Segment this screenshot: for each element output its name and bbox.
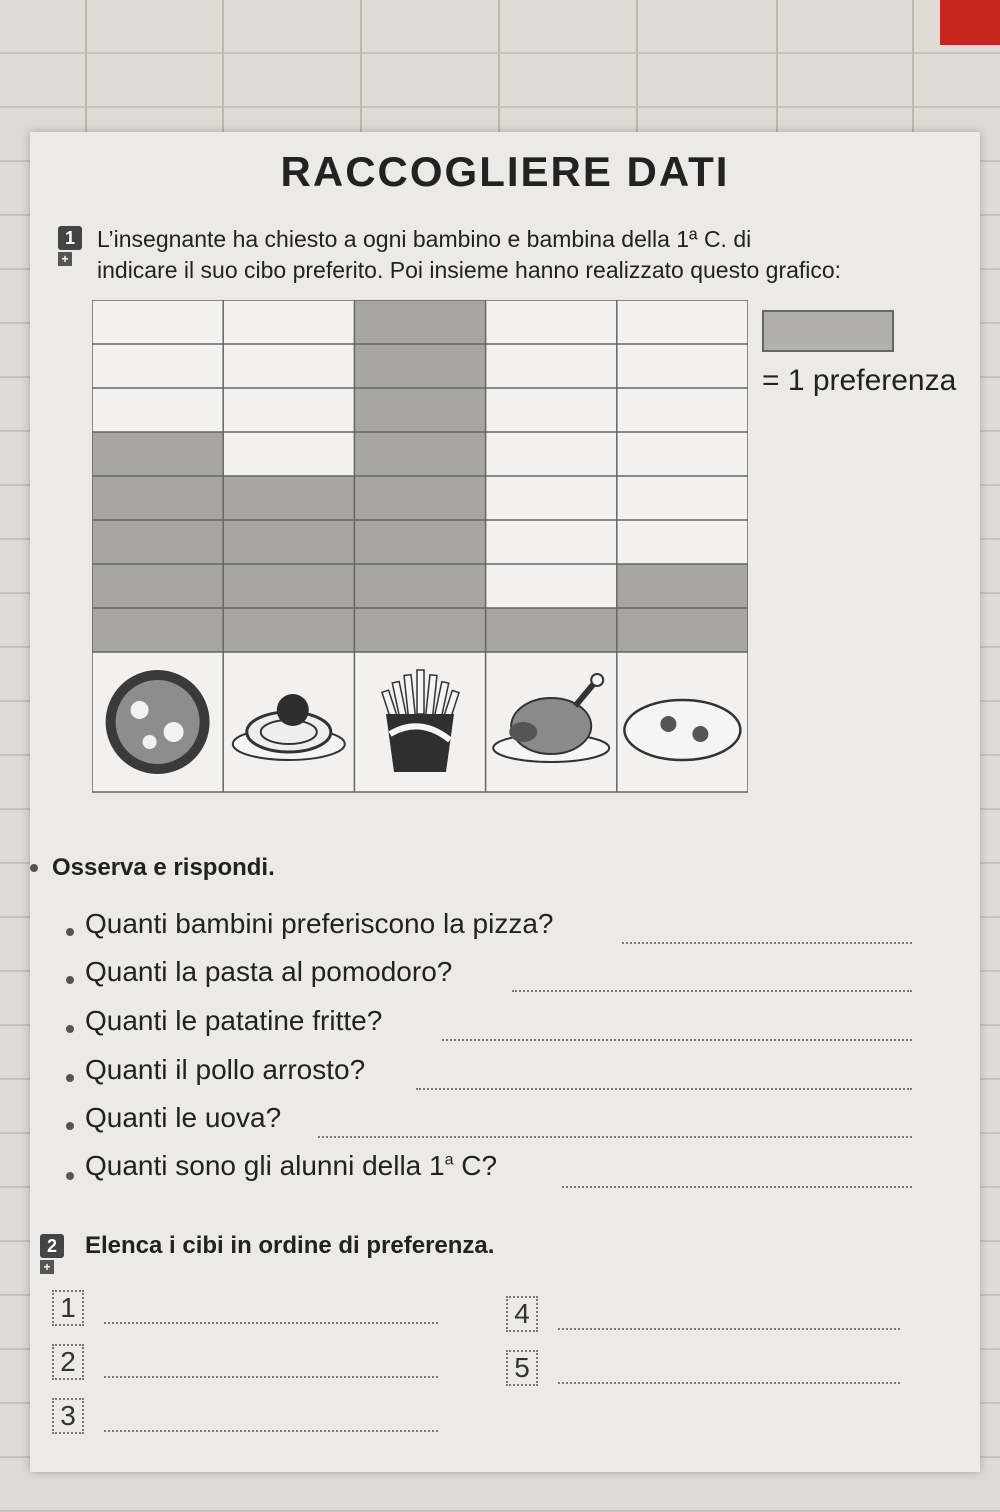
bar-cell-patatine-fritte [354,388,485,432]
question-fries: Quanti le patatine fritte? [85,1005,383,1036]
notebook-line [360,0,362,150]
notebook-line [498,0,500,150]
bar-cell-pollo-arrosto [486,608,617,652]
pizza-topping [164,722,184,742]
bullet [66,1122,74,1130]
rank-box-3: 3 [52,1398,84,1434]
exercise-1-badge: 1 + [58,226,82,250]
bar-cell-pasta-al-pomodoro [223,608,354,652]
fries-stick [417,670,424,714]
bar-cell-patatine-fritte [354,564,485,608]
exercise-2-text: Elenca i cibi in ordine di preferenza. [85,1232,495,1259]
question-eggs: Quanti le uova? [85,1102,282,1133]
question-total-sup: a [444,1151,454,1169]
question-chicken: Quanti il pollo arrosto? [85,1054,366,1085]
pizza-topping [143,735,157,749]
bar-chart [92,300,748,802]
fries-icon [386,714,454,772]
answer-line-pasta[interactable] [512,990,912,992]
notebook-line [912,0,914,150]
spaghetti-sauce [277,694,309,726]
legend-square [762,310,894,352]
page-title: RACCOGLIERE DATI [280,148,730,195]
answer-line-eggs[interactable] [318,1136,912,1138]
answer-line-chicken[interactable] [416,1088,912,1090]
chicken-bone-end [591,674,603,686]
bar-cell-patatine-fritte [354,300,485,344]
bullet [66,928,74,936]
bar-cell-pasta-al-pomodoro [223,564,354,608]
bullet [66,1172,74,1180]
question-total-post: C? [453,1150,498,1181]
bar-cell-pizza [92,564,223,608]
rank-box-2: 2 [52,1344,84,1380]
bar-cell-patatine-fritte [354,344,485,388]
rank-line-1[interactable] [104,1322,438,1324]
question-pizza: Quanti bambini preferiscono la pizza? [85,908,554,939]
bar-cell-pasta-al-pomodoro [223,520,354,564]
observe-text: Osserva e rispondi. [52,854,275,881]
pizza-cheese [116,680,200,764]
chicken-leg [509,722,537,742]
exercise-2-badge: 2 + [40,1234,64,1258]
question-pasta: Quanti la pasta al pomodoro? [85,956,453,987]
rank-line-5[interactable] [558,1382,900,1384]
legend-text: = 1 preferenza [762,364,957,397]
rank-box-1: 1 [52,1290,84,1326]
exercise-1-line-1: L’insegnante ha chiesto a ogni bambino e bambina della 1ª C. di [97,226,752,252]
rank-line-3[interactable] [104,1430,438,1432]
question-total-pre: Quanti sono gli alunni della 1 [85,1150,445,1181]
egg-yolk [660,716,676,732]
notebook-line [85,0,87,150]
bar-cell-patatine-fritte [354,476,485,520]
question-total [85,1150,497,1182]
bar-cell-uova [617,564,748,608]
egg-yolk [692,726,708,742]
bar-cell-pizza [92,608,223,652]
bullet [66,976,74,984]
notebook-line [222,0,224,150]
bar-cell-pasta-al-pomodoro [223,476,354,520]
bullet [66,1025,74,1033]
bar-cell-pizza [92,476,223,520]
exercise-1-line-2: indicare il suo cibo preferito. Poi insieme hanno realizzato questo grafico: [97,257,842,283]
bar-cell-patatine-fritte [354,432,485,476]
answer-line-total[interactable] [562,1186,912,1188]
bar-cell-patatine-fritte [354,608,485,652]
bar-cell-pizza [92,520,223,564]
rank-line-4[interactable] [558,1328,900,1330]
rank-box-5: 5 [506,1350,538,1386]
rank-box-4: 4 [506,1296,538,1332]
fried-eggs-icon [624,700,740,760]
bullet [30,864,38,872]
bar-cell-patatine-fritte [354,520,485,564]
rank-line-2[interactable] [104,1376,438,1378]
notebook-line [636,0,638,150]
pizza-topping [131,701,149,719]
red-object [940,0,1000,45]
exercise-1-text [97,224,977,286]
bar-cell-pizza [92,432,223,476]
worksheet [30,132,980,1472]
bullet [66,1074,74,1082]
bar-cell-uova [617,608,748,652]
notebook-line [776,0,778,150]
answer-line-pizza[interactable] [622,942,912,944]
answer-line-fries[interactable] [442,1039,912,1041]
